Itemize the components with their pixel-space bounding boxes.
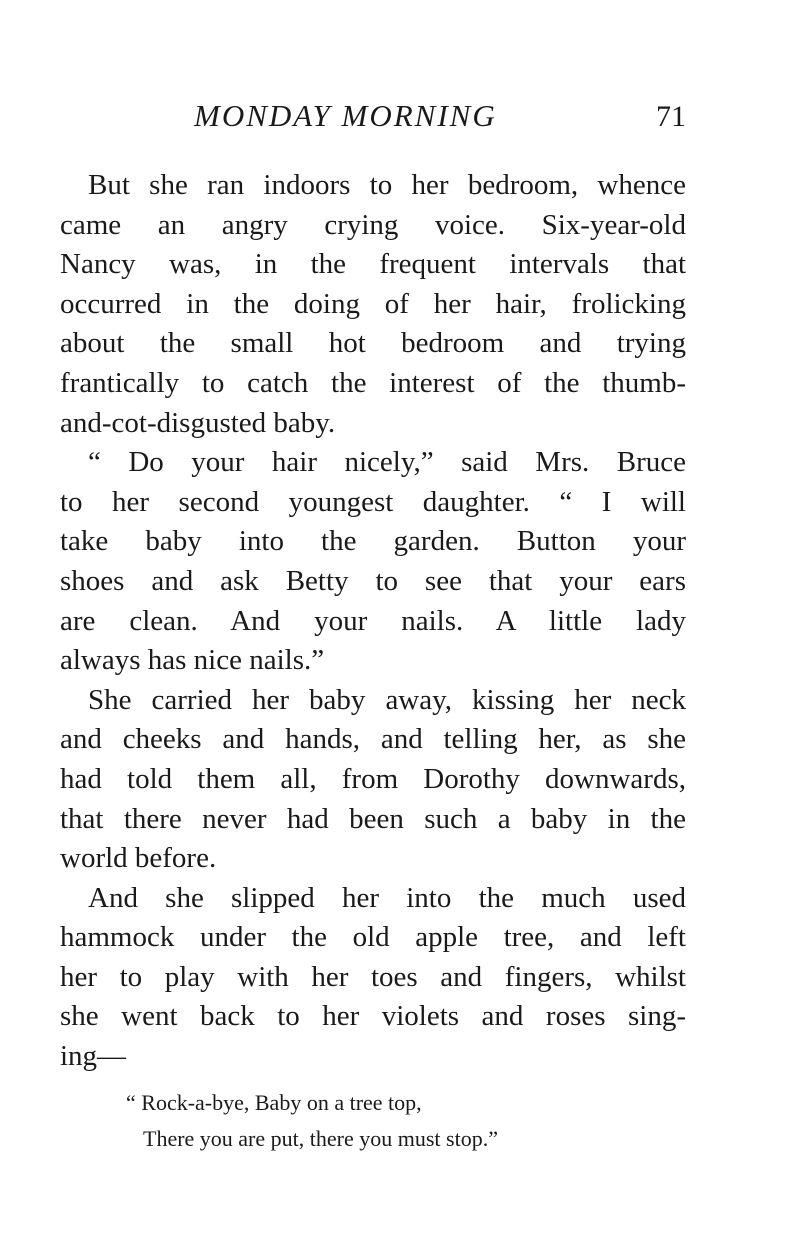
text-line: take baby into the garden. Button your bbox=[60, 525, 686, 558]
text-line: hammock under the old apple tree, and left bbox=[60, 921, 686, 954]
running-head bbox=[60, 98, 686, 138]
text-line: And she slipped her into the much used bbox=[88, 881, 686, 914]
text-line: “ Do your hair nicely,” said Mrs. Bruce bbox=[88, 446, 686, 479]
text-line: about the small hot bedroom and trying bbox=[60, 327, 686, 360]
text-line: had told them all, from Dorothy downwards, bbox=[60, 762, 686, 795]
text-line: and cheeks and hands, and telling her, as she bbox=[60, 723, 686, 756]
text-line: shoes and ask Betty to see that your ears bbox=[60, 564, 686, 597]
page-number: 71 bbox=[656, 100, 686, 133]
text-line: always has nice nails.” bbox=[60, 644, 325, 677]
text-line: She carried her baby away, kissing her neck bbox=[88, 683, 686, 716]
text-line: her to play with her toes and fingers, whilst bbox=[60, 960, 686, 993]
text-line: world before. bbox=[60, 842, 217, 875]
text-line: that there never had been such a baby in the bbox=[60, 802, 686, 835]
verse-line: “ Rock-a-bye, Baby on a tree top, bbox=[126, 1090, 422, 1115]
text-line: are clean. And your nails. A little lady bbox=[60, 604, 686, 637]
verse-quote bbox=[126, 1085, 646, 1157]
text-line: came an angry crying voice. Six-year-old bbox=[60, 208, 686, 241]
body-text bbox=[60, 166, 686, 1077]
text-line: to her second youngest daughter. “ I will bbox=[60, 485, 686, 518]
text-line: she went back to her violets and roses sing- bbox=[60, 1000, 686, 1033]
text-line: frantically to catch the interest of the thumb- bbox=[60, 366, 686, 399]
text-line: occurred in the doing of her hair, frolicking bbox=[60, 287, 686, 320]
text-line: Nancy was, in the frequent intervals that bbox=[60, 248, 686, 281]
verse-line: There you are put, there you must stop.” bbox=[143, 1126, 498, 1151]
text-line: and-cot-disgusted baby. bbox=[60, 406, 336, 439]
text-line: But she ran indoors to her bedroom, whence bbox=[88, 169, 686, 201]
running-title: MONDAY MORNING bbox=[194, 98, 497, 133]
text-line: ing— bbox=[60, 1040, 127, 1073]
